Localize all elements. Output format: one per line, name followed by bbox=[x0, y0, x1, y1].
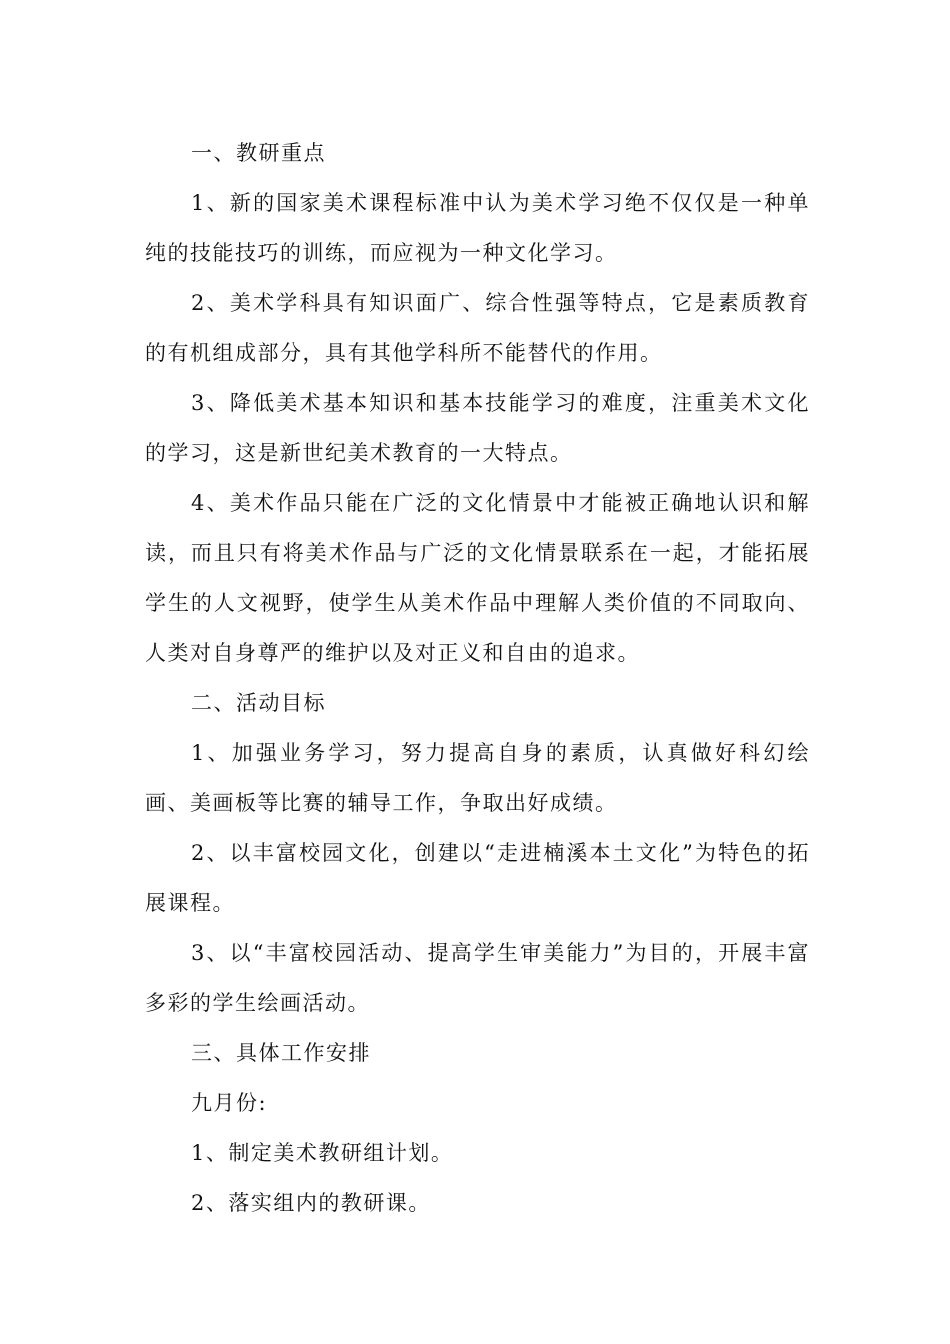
paragraph: 3、以“丰富校园活动、提高学生审美能力”为目的，开展丰富多彩的学生绘画活动。 bbox=[145, 941, 810, 1015]
paragraph: 2、美术学科具有知识面广、综合性强等特点，它是素质教育的有机组成部分，具有其他学科所不能替代的作用。 bbox=[145, 291, 810, 365]
section-heading-work-schedule: 三、具体工作安排 bbox=[191, 1041, 371, 1065]
paragraph: 2、落实组内的教研课。 bbox=[191, 1191, 431, 1215]
document-body bbox=[145, 128, 810, 1228]
paragraph: 2、以丰富校园文化，创建以“走进楠溪本土文化”为特色的拓展课程。 bbox=[145, 841, 810, 915]
month-label: 九月份: bbox=[191, 1091, 268, 1115]
section-heading-teaching-focus: 一、教研重点 bbox=[191, 141, 326, 165]
paragraph: 1、制定美术教研组计划。 bbox=[191, 1141, 454, 1165]
paragraph: 4、美术作品只能在广泛的文化情景中才能被正确地认识和解读，而且只有将美术作品与广泛的文化情景联系在一起，才能拓展学生的人文视野，使学生从美术作品中理解人类价值的不同取向、人类对自身尊严的维护以及对正义和自由的追求。 bbox=[145, 491, 810, 665]
paragraph: 1、新的国家美术课程标准中认为美术学习绝不仅仅是一种单纯的技能技巧的训练，而应视为一种文化学习。 bbox=[145, 191, 810, 265]
paragraph: 1、加强业务学习，努力提高自身的素质，认真做好科幻绘画、美画板等比赛的辅导工作，争取出好成绩。 bbox=[145, 741, 810, 815]
paragraph: 3、降低美术基本知识和基本技能学习的难度，注重美术文化的学习，这是新世纪美术教育的一大特点。 bbox=[145, 391, 810, 465]
section-heading-activity-goals: 二、活动目标 bbox=[191, 691, 326, 715]
